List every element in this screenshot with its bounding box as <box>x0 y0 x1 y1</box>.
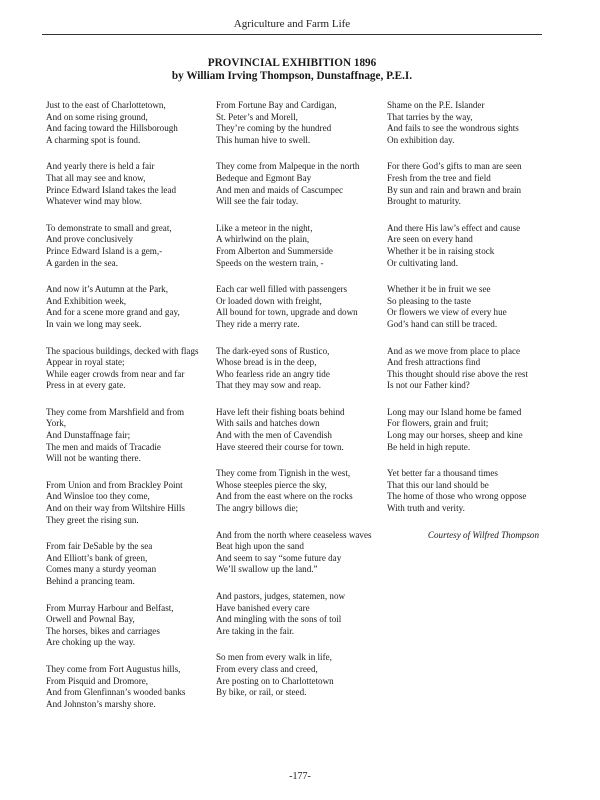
poem-line: That tarries by the way, <box>387 111 473 122</box>
poem-line: They come from Malpeque in the north <box>216 161 360 172</box>
poem-line: They come from Marshfield and from York, <box>46 406 185 429</box>
poem-line: Bedeque and Egmont Bay <box>216 172 312 183</box>
stanza <box>46 346 204 392</box>
poem-line: Will not be wanting there. <box>46 453 141 464</box>
poem-line: Whatever wind may blow. <box>46 196 142 207</box>
poem-line: And facing toward the Hillsborough <box>46 123 178 134</box>
poem-line: And Johnston’s marshy shore. <box>46 698 156 709</box>
poem-line: Have left their fishing boats behind <box>216 406 345 417</box>
poem-line: Like a meteor in the night, <box>216 222 313 233</box>
poem-line: Who fearless ride an angry tide <box>216 368 330 379</box>
poem-line: Appear in royal state; <box>46 357 125 368</box>
poem-line: And fresh attractions find <box>387 357 481 368</box>
poem-line: Whether it be in fruit we see <box>387 284 491 295</box>
poem-line: And Dunstaffnage fair; <box>46 430 131 441</box>
poem-line: With sails and hatches down <box>216 418 320 429</box>
poem-line: Prince Edward Island is a gem,- <box>46 245 163 256</box>
stanza <box>216 284 376 330</box>
poem-line: And from Glenfinnan’s wooded banks <box>46 687 186 698</box>
poem-line: That all may see and know, <box>46 172 146 183</box>
poem-line: Have banished every care <box>216 602 310 613</box>
poem-line: They’re coming by the hundred <box>216 123 332 134</box>
poem-line: Or flowers we view of every hue <box>387 307 507 318</box>
poem-line: And pastors, judges, statemen, now <box>216 591 346 601</box>
poem-line: God’s hand can still be traced. <box>387 318 498 329</box>
stanza <box>46 541 204 587</box>
poem-line: From Union and from Brackley Point <box>46 479 183 490</box>
poem-line: By bike, or rail, or steed. <box>216 687 307 698</box>
poem-column-3 <box>387 100 547 541</box>
poem-line: This thought should rise above the rest <box>387 368 528 379</box>
poem-line: Or cultivating land. <box>387 257 458 268</box>
poem-line: In vain we long may seek. <box>46 318 142 329</box>
poem-line: Just to the east of Charlottetown, <box>46 100 166 110</box>
poem-line: All bound for town, upgrade and down <box>216 307 358 318</box>
poem-line: Comes many a sturdy yeoman <box>46 564 157 575</box>
poem-line: And Exhibition week, <box>46 295 127 306</box>
poem-line: And mingling with the sons of toil <box>216 614 342 625</box>
page-number: -177- <box>289 771 311 782</box>
poem-line: Are taking in the fair. <box>216 625 295 636</box>
stanza <box>387 100 547 146</box>
stanza <box>387 407 547 453</box>
poem-line: From Fortune Bay and Cardigan, <box>216 100 337 110</box>
poem-line: From Murray Harbour and Belfast, <box>46 602 174 613</box>
poem-line: Are choking up the way. <box>46 637 136 648</box>
stanza <box>216 100 376 146</box>
poem-line: So men from every walk in life, <box>216 652 332 663</box>
poem-line: Whether it be in raising stock <box>387 245 495 256</box>
stanza <box>46 664 204 710</box>
poem-line: With truth and verity. <box>387 503 465 514</box>
stanza <box>216 468 376 514</box>
poem-line: For there God’s gifts to man are seen <box>387 161 522 172</box>
poem-line: The horses, bikes and carriages <box>46 625 160 636</box>
poem-line: And Elliott’s bank of green, <box>46 552 148 563</box>
stanza <box>46 100 204 146</box>
poem-line: Orwell and Pownal Bay, <box>46 614 135 625</box>
poem-line: Beat high upon the sand <box>216 541 304 552</box>
stanza <box>216 223 376 269</box>
poem-line: On exhibition day. <box>387 134 455 145</box>
poem-line: A charming spot is found. <box>46 134 141 145</box>
poem-line: And men and maids of Cascumpec <box>216 184 344 195</box>
courtesy-credit: Courtesy of Wilfred Thompson <box>427 529 539 540</box>
poem-line: By sun and rain and brawn and brain <box>387 184 522 195</box>
poem-line: Be held in high repute. <box>387 441 471 452</box>
poem-line: Shame on the P.E. Islander <box>387 100 485 110</box>
poem-line: And with the men of Cavendish <box>216 430 332 441</box>
poem-line: Fresh from the tree and field <box>387 172 491 183</box>
poem-line: Prince Edward Island takes the lead <box>46 184 177 195</box>
stanza <box>46 407 204 465</box>
poem-line: The angry billows die; <box>216 503 299 514</box>
poem-title: PROVINCIAL EXHIBITION 1896 <box>207 57 377 69</box>
poem-line: And seem to say “some future day <box>216 552 342 563</box>
poem-line: From Alberton and Summerside <box>216 245 333 256</box>
poem-line: That they may sow and reap. <box>216 380 322 391</box>
poem-line: Long may our Island home be famed <box>387 406 522 417</box>
poem-line: They come from Tignish in the west, <box>216 468 351 479</box>
poem-line: And on some rising ground, <box>46 111 148 122</box>
poem-line: They greet the rising sun. <box>46 514 139 525</box>
poem-column-1 <box>46 100 204 725</box>
poem-line: Yet better far a thousand times <box>387 468 498 479</box>
poem-line: For flowers, grain and fruit; <box>387 418 489 429</box>
poem-line: Or loaded down with freight, <box>216 295 322 306</box>
poem-line: Have steered their course for town. <box>216 441 344 452</box>
poem-line: And there His law’s effect and cause <box>387 222 521 233</box>
stanza <box>216 161 376 207</box>
stanza <box>216 591 376 637</box>
poem-line: From fair DeSable by the sea <box>46 541 153 552</box>
poem-line: That this our land should be <box>387 479 489 490</box>
stanza <box>216 652 376 698</box>
header-rule <box>42 34 542 35</box>
stanza <box>46 161 204 207</box>
poem-line: While eager crowds from near and far <box>46 368 185 379</box>
poem-line: Are seen on every hand <box>387 234 473 245</box>
poem-line: And from the north where ceaseless waves <box>216 529 372 540</box>
poem-line: Brought to maturity. <box>387 196 461 207</box>
poem-line: From Pisquid and Dromore, <box>46 675 149 686</box>
poem-line: Long may our horses, sheep and kine <box>387 430 523 441</box>
stanza <box>46 603 204 649</box>
poem-line: A whirlwind on the plain, <box>216 234 310 245</box>
poem-line: And Winsloe too they come, <box>46 491 150 502</box>
stanza <box>46 223 204 269</box>
poem-line: Behind a prancing team. <box>46 576 135 586</box>
poem-line: And prove conclusively <box>46 234 133 245</box>
poem-line: To demonstrate to small and great, <box>46 222 172 233</box>
stanza <box>387 468 547 514</box>
poem-line: They ride a merry rate. <box>216 318 300 329</box>
stanza <box>216 530 376 576</box>
poem-line: And on their way from Wiltshire Hills <box>46 503 185 514</box>
poem-line: They come from Fort Augustus hills, <box>46 663 181 674</box>
stanza <box>46 480 204 526</box>
poem-line: A garden in the sea. <box>46 257 118 268</box>
poem-line: Press in at every gate. <box>46 380 126 391</box>
stanza <box>46 284 204 330</box>
stanza <box>216 346 376 392</box>
poem-line: From every class and creed, <box>216 663 318 674</box>
poem-line: Each car well filled with passengers <box>216 284 348 295</box>
poem-column-2 <box>216 100 376 714</box>
poem-line: So pleasing to the taste <box>387 295 471 306</box>
poem-line: And from the east where on the rocks <box>216 491 353 502</box>
running-header: Agriculture and Farm Life <box>233 18 351 30</box>
poem-byline: by William Irving Thompson, Dunstaffnage, P.E.I. <box>171 70 413 82</box>
poem-title-block <box>42 57 542 83</box>
poem-line: The men and maids of Tracadie <box>46 441 161 452</box>
poem-line: And now it’s Autumn at the Park, <box>46 284 169 295</box>
poem-line: Will see the fair today. <box>216 196 299 207</box>
poem-line: Whose bread is in the deep, <box>216 357 317 368</box>
poem-line: And yearly there is held a fair <box>46 161 155 172</box>
stanza <box>387 284 547 330</box>
poem-line: Speeds on the western train, - <box>216 257 324 268</box>
poem-line: The dark-eyed sons of Rustico, <box>216 345 330 356</box>
poem-line: Whose steeples pierce the sky, <box>216 479 327 490</box>
stanza <box>387 161 547 207</box>
poem-line: And fails to see the wondrous sights <box>387 123 519 134</box>
poem-line: Is not our Father kind? <box>387 380 470 391</box>
stanza <box>216 407 376 453</box>
poem-line: We’ll swallow up the land.” <box>216 564 318 575</box>
poem-line: The home of those who wrong oppose <box>387 491 527 502</box>
poem-line: St. Peter’s and Morell, <box>216 111 298 122</box>
poem-line: Are posting on to Charlottetown <box>216 675 334 686</box>
stanza <box>387 346 547 392</box>
poem-line: And as we move from place to place <box>387 345 521 356</box>
stanza <box>387 223 547 269</box>
poem-line: The spacious buildings, decked with flags <box>46 345 199 356</box>
poem-line: And for a scene more grand and gay, <box>46 307 180 318</box>
poem-line: This human hive to swell. <box>216 134 311 145</box>
